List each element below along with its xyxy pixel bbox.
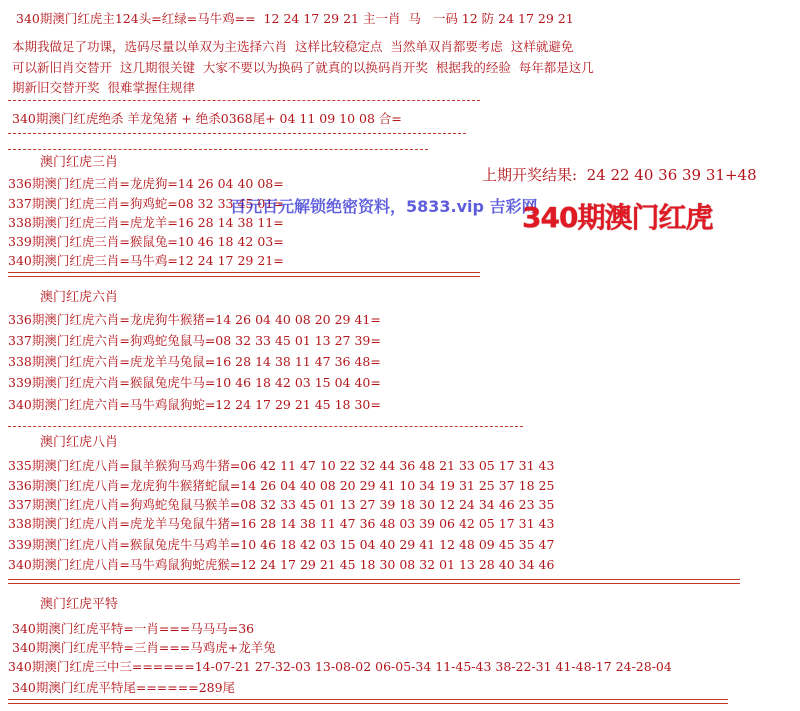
divider-double	[8, 272, 480, 277]
six-row: 338期澳门红虎六肖=虎龙羊马兔鼠=16 28 14 38 11 47 36 48=	[8, 354, 381, 369]
eight-row: 340期澳门红虎八肖=马牛鸡鼠狗蛇虎猴=12 24 17 29 21 45 18 30 08 32 01 13 28 40 34 46	[8, 557, 555, 572]
watermark-text: 百元百元解锁绝密资料，5833.vip 吉彩网	[230, 197, 538, 216]
section-title-special: 澳门红虎平特	[40, 597, 119, 612]
three-row: 340期澳门红虎三肖=马牛鸡=12 24 17 29 21=	[8, 253, 284, 268]
special-row: 340期澳门红虎平特=三肖===马鸡虎+龙羊兔	[12, 640, 276, 655]
eight-row: 339期澳门红虎八肖=猴鼠兔虎牛马鸡羊=10 46 18 42 03 15 04 40 29 41 12 48 09 45 35 47	[8, 537, 555, 552]
three-row: 339期澳门红虎三肖=猴鼠兔=10 46 18 42 03=	[8, 234, 284, 249]
three-row: 337期澳门红虎三肖=狗鸡蛇=08 32 33 45 01=	[8, 196, 284, 211]
special-row: 340期澳门红虎三中三======14-07-21 27-32-03 13-08-02 06-05-34 11-45-43 38-22-31 41-48-17 24-28-04	[8, 659, 672, 674]
divider-double	[8, 579, 740, 584]
divider-dashed	[8, 133, 466, 134]
section-title-six: 澳门红虎六肖	[40, 290, 119, 305]
intro-line-2: 可以新旧肖交替开 这几期很关键 大家不要以为换码了就真的以换码肖开奖 根据我的经验 每年都是这几	[12, 60, 594, 75]
eight-row: 335期澳门红虎八肖=鼠羊猴狗马鸡牛猪=06 42 11 47 10 22 32 44 36 48 21 33 05 17 31 43	[8, 458, 555, 473]
headline-main-pick: 340期澳门红虎主124头=红绿=马牛鸡== 12 24 17 29 21 主一肖 马 一码 12 防 24 17 29 21	[16, 11, 574, 26]
divider-dashed	[8, 426, 523, 427]
last-draw-result: 上期开奖结果: 24 22 40 36 39 31+48	[482, 166, 757, 184]
six-row: 336期澳门红虎六肖=龙虎狗牛猴猪=14 26 04 40 08 20 29 41=	[8, 312, 381, 327]
section-title-eight: 澳门红虎八肖	[40, 435, 119, 450]
eight-row: 337期澳门红虎八肖=狗鸡蛇兔鼠马猴羊=08 32 33 45 01 13 27 39 18 30 12 24 34 46 23 35	[8, 497, 555, 512]
eight-row: 338期澳门红虎八肖=虎龙羊马兔鼠牛猪=16 28 14 38 11 47 36 48 03 39 06 42 05 17 31 43	[8, 516, 555, 531]
special-row: 340期澳门红虎平特=一肖===马马马=36	[12, 621, 255, 636]
divider-double	[8, 699, 728, 704]
eight-row: 336期澳门红虎八肖=龙虎狗牛猴猪蛇鼠=14 26 04 40 08 20 29 41 10 34 19 31 25 37 18 25	[8, 478, 555, 493]
divider-dashed	[8, 149, 428, 150]
three-row: 336期澳门红虎三肖=龙虎狗=14 26 04 40 08=	[8, 176, 284, 191]
three-row: 338期澳门红虎三肖=虎龙羊=16 28 14 38 11=	[8, 215, 284, 230]
kill-line: 340期澳门红虎绝杀 羊龙兔猪 + 绝杀0368尾+ 04 11 09 10 08 合=	[12, 111, 402, 126]
six-row: 339期澳门红虎六肖=猴鼠兔虎牛马=10 46 18 42 03 15 04 40=	[8, 375, 381, 390]
section-title-three: 澳门红虎三肖	[40, 155, 119, 170]
divider-dashed	[8, 100, 480, 101]
intro-line-1: 本期我做足了功课，选码尽量以单双为主选择六肖 这样比较稳定点 当然单双肖都要考虑 这样就避免	[12, 39, 574, 54]
intro-line-3: 期新旧交替开奖 很难掌握住规律	[12, 80, 195, 95]
six-row: 337期澳门红虎六肖=狗鸡蛇兔鼠马=08 32 33 45 01 13 27 39=	[8, 333, 381, 348]
special-row: 340期澳门红虎平特尾======289尾	[12, 680, 236, 695]
six-row: 340期澳门红虎六肖=马牛鸡鼠狗蛇=12 24 17 29 21 45 18 30=	[8, 397, 381, 412]
big-title: 340期澳门红虎	[522, 201, 713, 234]
